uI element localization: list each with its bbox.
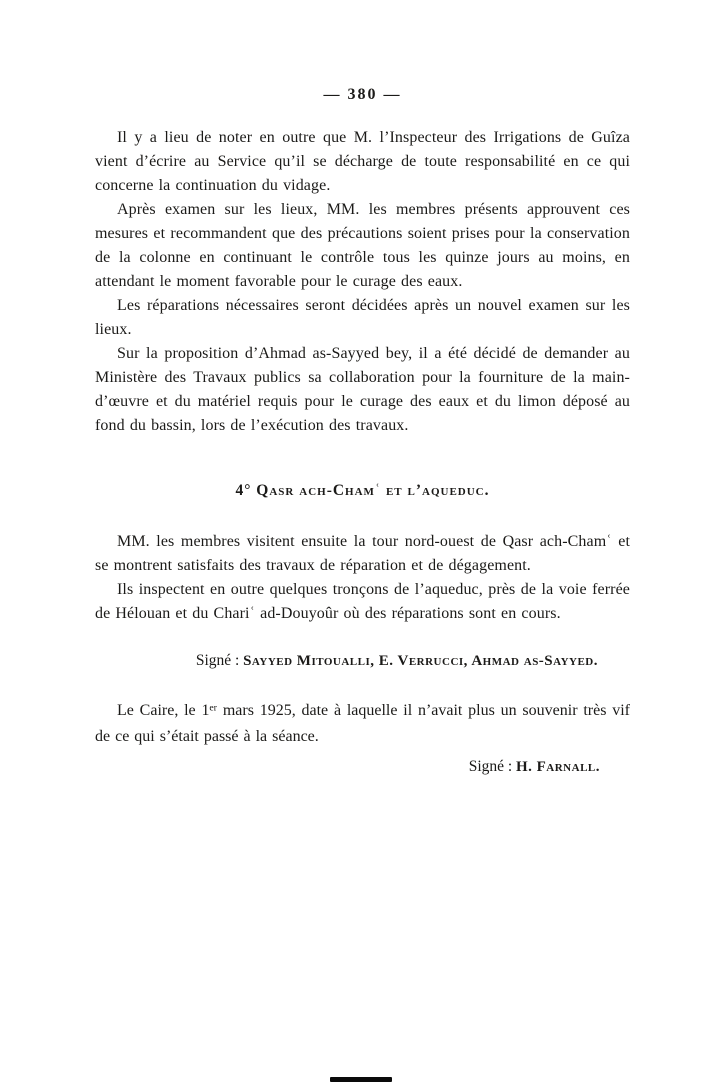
- para-closing-date: Le Caire, le 1ᵉʳ mars 1925, date à laquelle il n’avait plus un souvenir très vif de ce qui s’était passé à la séance.: [95, 702, 630, 745]
- signature-members-names: Sayyed Mitoualli, E. Verrucci, Ahmad as-Sayyed.: [243, 653, 598, 669]
- signature-line-farnall: [95, 756, 630, 778]
- para-inspection-approval: Après examen sur les lieux, MM. les membres présents approuvent ces mesures et recommandent que des précautions soient prises pour la conservation de la colonne en continuant le contrôle tous les quinze jours au moins, en attendant le moment favorable pour le curage des eaux.: [95, 201, 630, 290]
- para-repairs-decision: Les réparations nécessaires seront décidées après un nouvel examen sur les lieux.: [95, 297, 630, 338]
- para-irrigation-note: Il y a lieu de noter en outre que M. l’Inspecteur des Irrigations de Guîza vient d’écrire au Service qu’il se décharge de toute responsabilité en ce qui concerne la continuation du vidage.: [95, 129, 630, 194]
- para-proposal-ahmad: Sur la proposition d’Ahmad as-Sayyed bey, il a été décidé de demander au Ministère des Travaux publics sa collaboration pour la fourniture de la main-d’œuvre et du matériel requis pour le curage des eaux et du limon déposé au fond du bassin, lors de l’exécution des travaux.: [95, 345, 630, 434]
- signature-line-members: [95, 650, 630, 672]
- signature-members-label: Signé :: [195, 652, 240, 669]
- signature-farnall-name: H. Farnall.: [515, 759, 600, 775]
- para-tower-visit: MM. les membres visitent ensuite la tour nord-ouest de Qasr ach-Chamʿ et se montrent satisfaits des travaux de réparation et de dégagement.: [95, 533, 630, 574]
- section-heading-qasr-aqueduc: 4° Qasr ach-Chamʿ et l’aqueduc.: [235, 482, 490, 499]
- page-number: — 380 —: [323, 86, 402, 103]
- signature-farnall-label: Signé :: [468, 758, 513, 775]
- para-aqueduct-inspection: Ils inspectent en outre quelques tronçons de l’aqueduc, près de la voie ferrée de Hélouan et du Chariʿ ad-Douyoûr où des réparations sont en cours.: [95, 581, 630, 622]
- scan-artifact-bottom-edge: [330, 1077, 392, 1082]
